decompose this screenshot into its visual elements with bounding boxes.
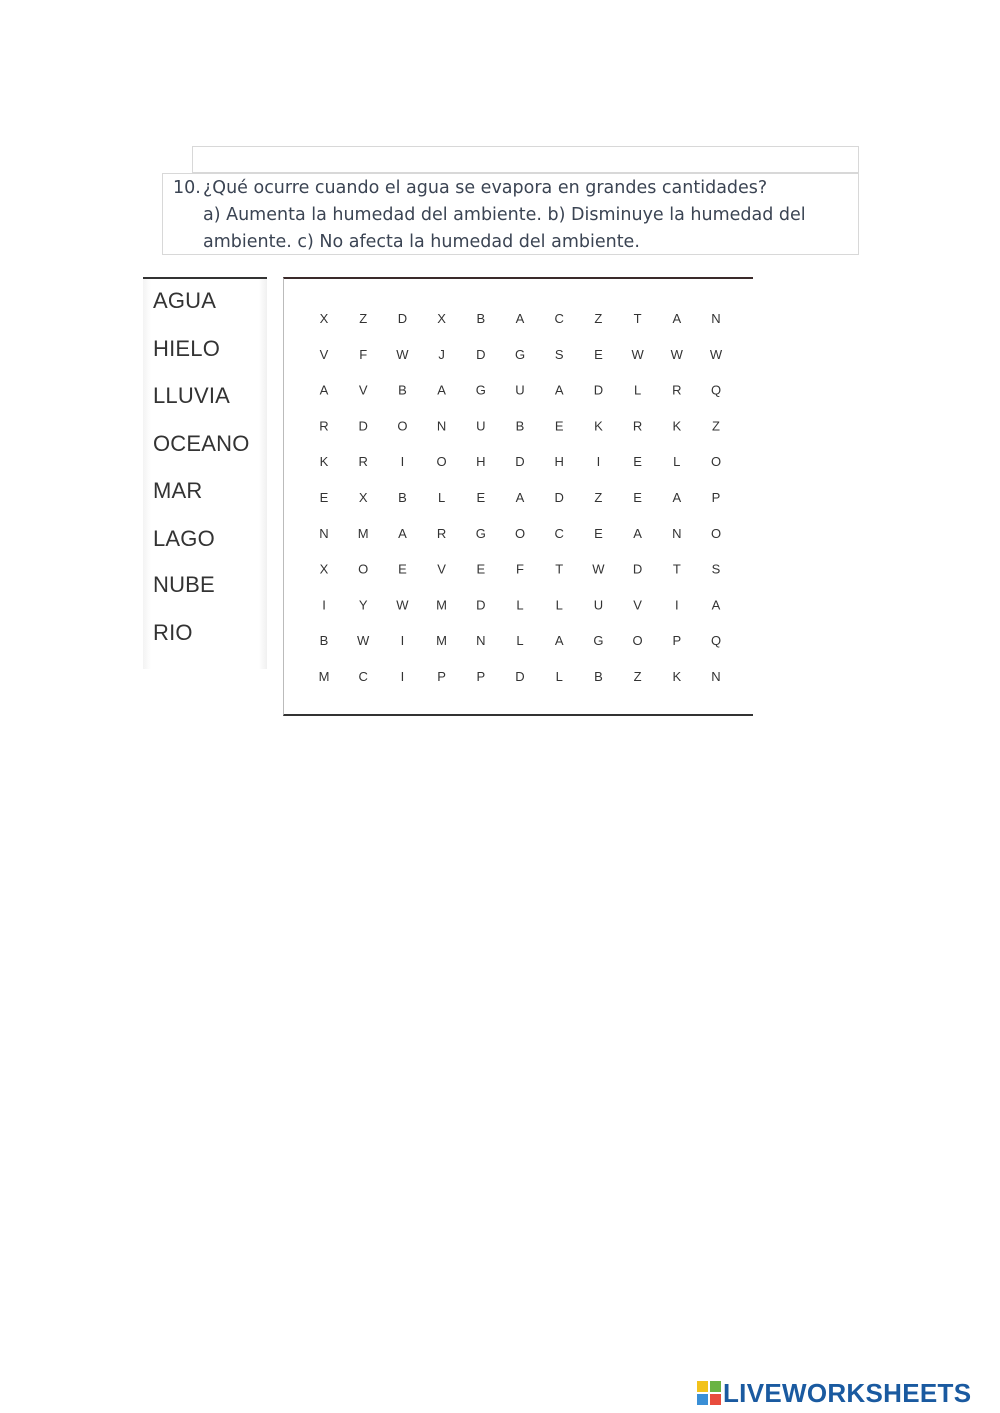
word-list-item: RIO [153,620,193,645]
grid-letter[interactable]: D [515,669,525,684]
grid-letter[interactable]: W [631,346,644,362]
grid-letter[interactable]: X [319,311,329,326]
liveworksheets-logo [697,1378,971,1408]
grid-letter[interactable]: N [436,418,447,434]
grid-letter[interactable]: E [633,454,642,470]
word-list-item: MAR [153,478,203,503]
grid-letter[interactable]: H [554,454,564,470]
grid-letter[interactable]: E [319,490,329,505]
word-list-item: HIELO [153,336,221,361]
grid-letter[interactable]: F [516,561,524,577]
grid-letter[interactable]: I [596,454,601,470]
word-list [143,277,267,669]
grid-letter[interactable]: A [633,525,642,541]
grid-letter[interactable]: W [396,597,409,613]
grid-letter[interactable]: Z [594,490,603,505]
grid-letter[interactable]: U [476,418,486,434]
grid-letter[interactable]: W [709,346,723,362]
grid-letter[interactable]: D [397,311,408,326]
grid-letter[interactable]: T [555,561,564,577]
grid-letter[interactable]: L [673,454,681,470]
word-list-item: OCEANO [153,431,250,456]
grid-letter[interactable]: D [593,382,604,398]
grid-letter[interactable]: W [592,561,605,577]
grid-letter[interactable]: K [672,669,682,684]
grid-letter[interactable]: I [400,454,405,470]
answer-box[interactable] [192,146,859,173]
grid-letter[interactable]: E [476,490,486,505]
grid-letter[interactable]: L [516,597,524,613]
grid-letter[interactable]: E [594,346,603,362]
grid-letter[interactable]: O [397,418,408,434]
grid-letter[interactable]: O [710,454,722,470]
grid-letter[interactable]: Z [712,418,720,434]
grid-letter[interactable]: N [711,311,721,326]
grid-letter[interactable]: C [554,525,564,541]
grid-letter[interactable]: V [319,346,329,362]
grid-letter[interactable]: O [436,454,447,470]
grid-letter[interactable]: B [594,669,603,684]
grid-letter[interactable]: B [319,633,329,649]
grid-letter[interactable]: G [475,382,486,398]
grid-letter[interactable]: K [594,418,603,434]
grid-letter[interactable]: I [674,597,679,613]
grid-letter[interactable]: Q [710,382,722,398]
grid-letter[interactable]: D [358,418,368,434]
grid-letter[interactable]: J [438,346,445,362]
grid-letter[interactable]: A [711,597,721,613]
grid-letter[interactable]: G [475,525,486,541]
grid-letter[interactable]: E [633,490,642,505]
grid-letter[interactable]: Y [358,597,368,613]
grid-letter[interactable]: N [711,669,721,684]
grid-letter[interactable]: B [476,311,486,326]
grid-letter[interactable]: U [515,382,525,398]
grid-letter[interactable]: V [437,561,446,577]
logo-text: LIVEWORKSHEETS [723,1377,972,1408]
grid-letter[interactable]: A [515,311,525,326]
grid-letter[interactable]: N [319,525,329,541]
grid-letter[interactable]: D [476,346,486,362]
grid-letter[interactable]: Z [359,311,368,326]
grid-letter[interactable]: H [476,454,486,470]
grid-letter[interactable]: A [672,490,682,505]
word-list-item: AGUA [153,288,217,313]
grid-letter[interactable]: V [633,597,642,613]
grid-letter[interactable]: S [711,561,721,577]
grid-letter[interactable]: M [318,669,330,684]
grid-letter[interactable]: L [437,490,446,505]
grid-letter[interactable]: A [554,382,564,398]
grid-letter[interactable]: W [396,346,409,362]
grid-letter[interactable]: X [437,311,446,326]
grid-letter[interactable]: L [555,597,563,613]
word-search-grid [283,277,753,716]
grid-letter[interactable]: D [476,597,486,613]
grid-letter[interactable]: R [319,418,329,434]
grid-letter[interactable]: A [554,633,564,649]
grid-letter[interactable]: R [632,418,643,434]
word-list-item: NUBE [153,572,215,597]
grid-letter[interactable]: A [398,525,407,541]
grid-letter[interactable]: N [476,633,486,649]
question-options: a) Aumenta la humedad del ambiente. b) Disminuye la humedad del ambiente. c) No afecta la humedad del ambiente. [203,205,806,252]
grid-letter[interactable]: W [357,633,370,649]
grid-letter[interactable]: P [437,669,446,684]
word-list-item: LAGO [153,526,215,551]
grid-letter[interactable]: O [632,633,643,649]
question-box [162,173,859,255]
grid-letter[interactable]: N [672,525,682,541]
grid-letter[interactable]: D [554,490,564,505]
grid-letter[interactable]: O [710,525,722,541]
grid-letter[interactable]: M [436,597,448,613]
grid-letter[interactable]: A [319,382,329,398]
grid-letter[interactable]: G [514,346,526,362]
grid-letter[interactable]: C [554,311,564,326]
grid-letter[interactable]: E [554,418,564,434]
grid-letter[interactable]: F [359,346,368,362]
question-text: ¿Qué ocurre cuando el agua se evapora en grandes cantidades? [203,178,768,198]
grid-letter[interactable]: M [357,525,369,541]
grid-letter[interactable]: L [555,669,563,684]
grid-letter[interactable]: Z [633,669,642,684]
grid-letter[interactable]: B [515,418,525,434]
grid-letter[interactable]: O [358,561,369,577]
grid-letter[interactable]: B [398,382,407,398]
grid-letter[interactable]: S [554,346,564,362]
grid-letter[interactable]: A [437,382,446,398]
grid-letter[interactable]: P [711,490,721,505]
grid-letter[interactable]: R [358,454,368,470]
grid-letter[interactable]: B [398,490,407,505]
question-number: 10. [173,178,201,198]
grid-letter[interactable]: A [672,311,682,326]
grid-letter[interactable]: I [400,669,405,684]
grid-letter[interactable]: T [633,311,642,326]
grid-letter[interactable]: Z [594,311,603,326]
grid-letter[interactable]: P [476,669,486,684]
grid-letter[interactable]: P [672,633,682,649]
grid-letter[interactable]: I [400,633,405,649]
grid-letter[interactable]: E [594,525,603,541]
grid-letter[interactable]: V [358,382,368,398]
grid-letter[interactable]: G [593,633,604,649]
grid-letter[interactable]: X [319,561,329,577]
grid-letter[interactable]: L [516,633,524,649]
grid-letter[interactable]: X [358,490,368,505]
grid-letter[interactable]: E [476,561,486,577]
grid-letter[interactable]: O [514,525,526,541]
grid-letter[interactable]: U [593,597,604,613]
word-list-item: LLUVIA [153,383,231,408]
grid-letter[interactable]: Q [710,633,722,649]
liveworksheets-logo-icon [697,1381,721,1405]
grid-letter[interactable]: W [670,346,683,362]
grid-letter[interactable]: D [515,454,525,470]
grid-letter[interactable]: E [398,561,407,577]
grid-letter[interactable]: A [515,490,525,505]
grid-letter[interactable]: L [633,382,642,398]
grid-letter[interactable]: I [322,597,326,613]
grid-letter[interactable]: D [632,561,643,577]
grid-letter[interactable]: K [672,418,682,434]
grid-letter[interactable]: M [436,633,448,649]
word-search-grid-svg [284,279,754,716]
grid-letter[interactable]: C [358,669,368,684]
grid-letter[interactable]: T [672,561,681,577]
grid-letter[interactable]: R [672,382,682,398]
grid-letter[interactable]: R [436,525,447,541]
grid-letter[interactable]: K [319,454,329,470]
